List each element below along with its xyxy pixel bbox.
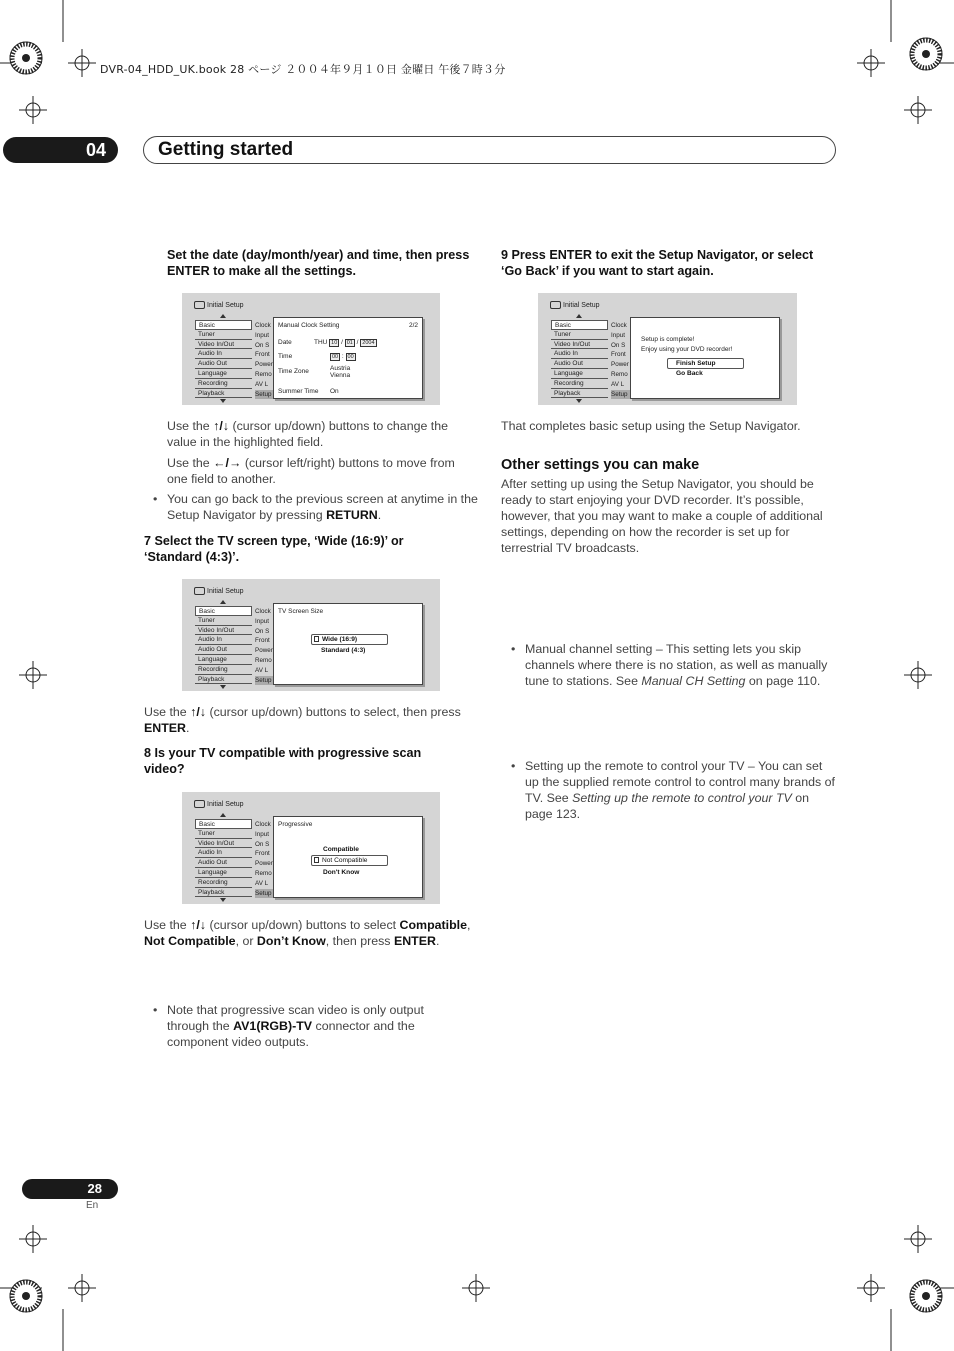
menu-item: Audio Out bbox=[195, 858, 252, 868]
menu-item: Video In/Out bbox=[195, 340, 252, 350]
menu-item: Playback bbox=[551, 389, 608, 399]
setup-menu bbox=[195, 606, 252, 684]
menu-item: Playback bbox=[195, 888, 252, 898]
menu-item: Audio In bbox=[551, 349, 608, 359]
scroll-down-icon bbox=[220, 399, 226, 403]
setup-icon bbox=[194, 587, 205, 595]
setup-menu bbox=[551, 320, 608, 398]
scroll-down-icon bbox=[220, 685, 226, 689]
other-settings-heading: Other settings you can make bbox=[501, 457, 700, 473]
option-wide[interactable]: Wide (16:9) bbox=[311, 634, 388, 645]
screen-tv-size bbox=[182, 579, 440, 691]
menu-item: Tuner bbox=[195, 829, 252, 839]
option-compatible[interactable]: Compatible bbox=[323, 846, 359, 853]
screen-setup-complete bbox=[538, 293, 797, 405]
selection-indicator-icon bbox=[314, 636, 319, 642]
menu-item: Tuner bbox=[195, 616, 252, 626]
scroll-up-icon bbox=[220, 314, 226, 318]
bullet-manual-channel: • Manual channel setting – This setting lets you skip channels where there is no station, as well as manually tune to stations. See Manual CH Setting on page 110. bbox=[511, 641, 836, 689]
menu-item: Recording bbox=[195, 878, 252, 888]
menu-item: Audio Out bbox=[551, 359, 608, 369]
menu-item: Video In/Out bbox=[195, 839, 252, 849]
setup-submenu: Clock Input On S Front Power Remo AV L Setup bbox=[255, 607, 275, 685]
scroll-up-icon bbox=[576, 314, 582, 318]
menu-item: Video In/Out bbox=[551, 340, 608, 350]
day-field[interactable]: 10 bbox=[331, 340, 338, 346]
setup-menu bbox=[195, 320, 252, 398]
step9-completion-text: That completes basic setup using the Setup Navigator. bbox=[501, 419, 801, 433]
selection-indicator-icon bbox=[314, 857, 319, 863]
screen-title: Initial Setup bbox=[194, 587, 244, 595]
menu-item: Video In/Out bbox=[195, 626, 252, 636]
menu-item: Basic bbox=[195, 320, 252, 330]
option-standard[interactable]: Standard (4:3) bbox=[321, 647, 366, 654]
step6-bullet-return: • You can go back to the previous screen at anytime in the Setup Navigator by pressing RETURN. bbox=[153, 491, 478, 523]
scroll-down-icon bbox=[220, 898, 226, 902]
menu-item: Recording bbox=[551, 379, 608, 389]
panel-title: TV Screen Size bbox=[278, 608, 324, 615]
panel-title: Progressive bbox=[278, 821, 313, 828]
menu-item: Audio In bbox=[195, 848, 252, 858]
menu-item: Tuner bbox=[551, 330, 608, 340]
starburst-mark-tl bbox=[10, 42, 42, 74]
setup-icon bbox=[194, 800, 205, 808]
starburst-mark-tr bbox=[910, 38, 942, 70]
finish-setup-button[interactable]: Finish Setup bbox=[667, 358, 744, 369]
menu-item: Language bbox=[551, 369, 608, 379]
complete-message: Setup is complete! bbox=[641, 336, 695, 343]
summer-time-value: On bbox=[330, 388, 339, 395]
screen-clock-setting bbox=[182, 293, 440, 405]
proof-header: DVR-04_HDD_UK.book 28 ページ ２００４年９月１０日 金曜日 午後７時３分 bbox=[100, 63, 506, 76]
time-field: 00 : 00 bbox=[332, 353, 354, 360]
scroll-up-icon bbox=[220, 813, 226, 817]
year-field[interactable]: 2004 bbox=[362, 340, 375, 346]
menu-item: Language bbox=[195, 868, 252, 878]
menu-item: Basic bbox=[195, 606, 252, 616]
screen-title: Initial Setup bbox=[550, 301, 600, 309]
menu-item: Language bbox=[195, 655, 252, 665]
timezone-label: Time Zone bbox=[278, 368, 309, 375]
clock-panel bbox=[273, 317, 423, 399]
hour-field[interactable]: 00 bbox=[332, 354, 339, 360]
setup-icon bbox=[194, 301, 205, 309]
panel-title: Manual Clock Setting bbox=[278, 322, 340, 329]
option-dont-know[interactable]: Don't Know bbox=[323, 869, 360, 876]
scroll-up-icon bbox=[220, 600, 226, 604]
screen-title: Initial Setup bbox=[194, 800, 244, 808]
other-settings-paragraph: After setting up using the Setup Navigator, you should be ready to start enjoying your DVD recorder. It’s possible, however, that you may want to make a couple of additional settings, depending on how the recorder is set up for terrestrial TV broadcasts. bbox=[501, 477, 823, 555]
summer-time-label: Summer Time bbox=[278, 388, 319, 395]
time-label: Time bbox=[278, 353, 293, 360]
menu-item: Audio Out bbox=[195, 645, 252, 655]
tv-size-panel bbox=[273, 603, 423, 685]
date-label: Date bbox=[278, 339, 292, 346]
menu-item: Audio In bbox=[195, 635, 252, 645]
minute-field[interactable]: 00 bbox=[347, 354, 354, 360]
setup-submenu: Clock Input On S Front Power Remo AV L Setup bbox=[611, 321, 631, 399]
timezone-value: Austria Vienna bbox=[330, 365, 351, 379]
menu-item: Playback bbox=[195, 389, 252, 399]
scroll-down-icon bbox=[576, 399, 582, 403]
go-back-button[interactable]: Go Back bbox=[676, 370, 703, 377]
setup-icon bbox=[550, 301, 561, 309]
setup-submenu: Clock Input On S Front Power Remo AV L Setup bbox=[255, 321, 275, 399]
menu-item: Audio Out bbox=[195, 359, 252, 369]
step6-instruction-updown: Use the ↑/↓ (cursor up/down) buttons to change the value in the highlighted field. bbox=[167, 419, 449, 449]
setup-menu bbox=[195, 819, 252, 897]
option-not-compatible[interactable]: Not Compatible bbox=[311, 855, 388, 866]
menu-item: Recording bbox=[195, 665, 252, 675]
step6-heading: Set the date (day/month/year) and time, then press ENTER to make all the settings. bbox=[167, 248, 470, 278]
page-indicator: 2/2 bbox=[409, 322, 419, 329]
month-field[interactable]: 01 bbox=[346, 340, 353, 346]
step7-heading: 7 Select the TV screen type, ‘Wide (16:9)’ or ‘Standard (4:3)’. bbox=[144, 534, 404, 564]
progressive-panel bbox=[273, 816, 423, 898]
menu-item: Tuner bbox=[195, 330, 252, 340]
menu-item: Recording bbox=[195, 379, 252, 389]
starburst-mark-bl bbox=[10, 1280, 42, 1312]
chapter-title: Getting started bbox=[143, 136, 836, 164]
date-field: THU 10 / 01 / 2004 bbox=[314, 339, 375, 346]
step8-bullet-av1: • Note that progressive scan video is only output through the AV1(RGB)-TV connector and the component video outputs. bbox=[153, 1002, 458, 1050]
step8-instruction: Use the ↑/↓ (cursor up/down) buttons to select Compatible, Not Compatible, or Don’t Know, then press ENTER. bbox=[144, 918, 471, 948]
step7-instruction: Use the ↑/↓ (cursor up/down) buttons to select, then press ENTER. bbox=[144, 705, 461, 735]
menu-item: Basic bbox=[551, 320, 608, 330]
language-code: En bbox=[86, 1200, 99, 1211]
menu-item: Basic bbox=[195, 819, 252, 829]
step8-heading: 8 Is your TV compatible with progressive scan video? bbox=[144, 746, 422, 776]
menu-item: Audio In bbox=[195, 349, 252, 359]
screen-progressive bbox=[182, 792, 440, 904]
starburst-mark-br bbox=[910, 1280, 942, 1312]
chapter-number: 04 bbox=[3, 137, 118, 163]
step9-heading: 9 Press ENTER to exit the Setup Navigator, or select ‘Go Back’ if you want to start again. bbox=[501, 248, 814, 278]
enjoy-message: Enjoy using your DVD recorder! bbox=[641, 346, 733, 353]
step6-instruction-leftright: Use the ←/→ (cursor left/right) buttons to move from one field to another. bbox=[167, 456, 455, 486]
setup-submenu: Clock Input On S Front Power Remo AV L Setup bbox=[255, 820, 275, 898]
page-number: 28 bbox=[22, 1179, 118, 1199]
screen-title: Initial Setup bbox=[194, 301, 244, 309]
menu-item: Language bbox=[195, 369, 252, 379]
menu-item: Playback bbox=[195, 675, 252, 685]
bullet-remote-tv: • Setting up the remote to control your TV – You can set up the supplied remote control to control many brands of TV. See Setting up the remote to control your TV on page 123. bbox=[511, 758, 836, 822]
setup-complete-panel bbox=[630, 317, 780, 399]
